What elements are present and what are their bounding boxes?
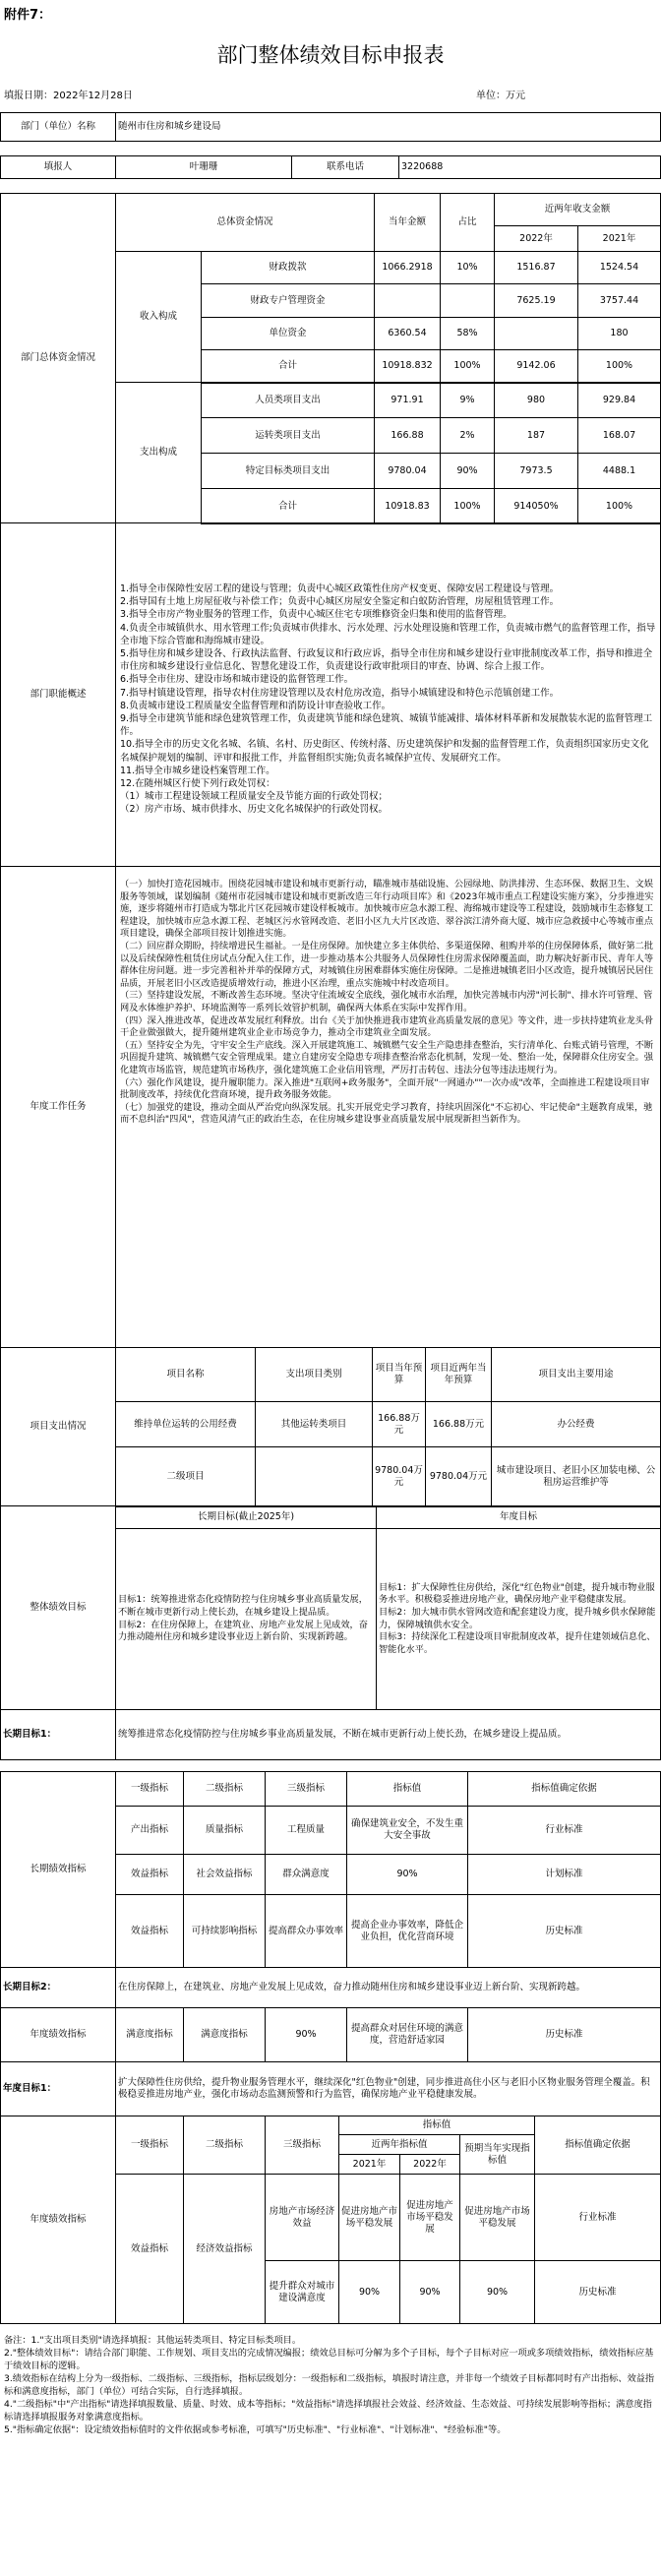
y-head-2022: 2022年 <box>399 2154 460 2175</box>
y-row-plan: 促进房地产市场平稳发展 <box>459 2174 535 2261</box>
income-row-2022: 1516.87 <box>494 251 578 284</box>
proj-row-type <box>255 1446 373 1507</box>
y-head-recent: 近两年指标值 <box>338 2134 460 2155</box>
income-row-amount: 10918.832 <box>374 349 441 383</box>
expense-row-2021: 4488.1 <box>577 453 661 489</box>
lt-row-l2: 社会效益指标 <box>183 1854 266 1895</box>
long-text: 目标1：统筹推进常态化疫情防控与住房城乡事业高质量发展，不断在城市更新行动上使长劲，在城乡建设上提品质。 目标2：在住房保障上，在建筑业、房地产业发展上见成效，奋力推动随州住房和城乡建设事业迈上新台阶、实现新跨越。 <box>118 1594 368 1643</box>
goal1-label: 长期目标1： <box>0 1709 116 1760</box>
phone-label: 联系电话 <box>291 155 399 179</box>
a2-basis: 历史标准 <box>467 2007 661 2062</box>
income-row-name: 单位资金 <box>201 317 375 350</box>
income-row-amount <box>374 283 441 317</box>
goal2-label: 长期目标2： <box>0 1967 116 2008</box>
long-cell <box>115 1528 377 1710</box>
expense-row-ratio: 2% <box>440 417 495 454</box>
y-row-2021: 90% <box>338 2260 400 2324</box>
ygoal1-text: 扩大保障性住房供给，提升物业服务管理水平，继续深化"红色物业"创建，同步推进高住小区与老旧小区物业服务管理全覆盖。积极稳妥推进房地产业，强化市场动态监测预警和行为监管，确保房地产业平稳健康发展。 <box>115 2061 661 2116</box>
income-label: 收入构成 <box>115 251 202 383</box>
long-head: 长期目标(截止2025年) <box>115 1505 377 1529</box>
proj-head-type: 支出项目类别 <box>255 1347 373 1402</box>
y-row-2022: 90% <box>399 2260 460 2324</box>
expense-row-2021: 100% <box>577 488 661 524</box>
perf-label: 整体绩效目标 <box>0 1505 116 1710</box>
year-head: 年度目标 <box>376 1505 661 1529</box>
proj-row-total: 166.88万元 <box>425 1401 492 1447</box>
income-row-2022: 7625.19 <box>494 283 578 317</box>
col-total: 总体资金情况 <box>115 193 375 252</box>
tasks-label: 年度工作任务 <box>0 866 116 1348</box>
y-row-l3: 提升群众对城市建设满意度 <box>265 2260 339 2324</box>
lt-row-value: 提高企业办事效率，降低企业负担，优化营商环境 <box>346 1894 468 1968</box>
dept-name: 随州市住房和城乡建设局 <box>115 112 661 142</box>
y-head-basis: 指标值确定依据 <box>534 2116 661 2175</box>
y-head-plan: 预期当年实现指标值 <box>459 2134 535 2175</box>
annex-label: 附件7： <box>4 8 52 23</box>
goal1-text: 统筹推进常态化疫情防控与住房城乡事业高质量发展，不断在城市更新行动上使长劲，在城乡建设上提品质。 <box>115 1709 661 1760</box>
lt-row-basis: 行业标准 <box>467 1806 661 1855</box>
income-row-ratio: 58% <box>440 317 495 350</box>
expense-row-2021: 929.84 <box>577 382 661 418</box>
col-ratio: 占比 <box>440 193 495 252</box>
expense-row-2022: 914050% <box>494 488 578 524</box>
expense-row-amount: 166.88 <box>374 417 441 454</box>
y-head-l1: 一级指标 <box>115 2116 184 2175</box>
filler-name: 叶珊珊 <box>115 155 292 179</box>
proj-head-use: 项目支出主要用途 <box>491 1347 661 1402</box>
lt-row-l3: 群众满意度 <box>265 1854 347 1895</box>
expense-label: 支出构成 <box>115 382 202 523</box>
tasks-text: （一）加快打造花园城市。围绕花园城市建设和城市更新行动，瞄准城市基础设施、公园绿地、防洪排涝、生态环保、数据卫生、文娱服务等领域，谋划编制《随州市花园城市建设和城市更新改造三年行动项目库》和《2023年城市重点工程建设实施方案》，分步推进实施，逐步将随州市打造成为鄂北片区花园城市建设样板城市。加快城市应急水源工程、海绵城市建设等工程建设，鼓励城市生态修复工程建设，加快城市应急水源工程、老城区污水管网改造、老旧小区九大片区改造、翠谷滨江清外商大厦、城市应急救援中心等城市重点项目建设，确保全部项目按计划推进实施。 （二）回应群众期盼，持续增进民生福祉。一是住房保障。加快建立多主体供给、多渠道保障、租购并举的住房保障体系，做好第二批以及后续保障性租赁住房试点分配入住工作，进一步推动基本公共服务人员保障性住房需求保障覆盖面，助力解决好新市民、青年人等群体住房问题。进一步完善租补并举的保障方式，对城镇住房困难群体实施住房保障。二是推进城镇老旧小区改造，提升城镇居民居住品质，开展老旧小区改造提质增效行动，推进小区治理，重点实施城中村改造项目。 （三）坚持建设发展，不断改善生态环境。坚决守住流域安全底线，强化城市水治理，加快完善城市内涝"河长制"、排水许可管理、管网及水体维护养护、环境监测等一系列长效管护机制，确保两大体系在实际中发挥作用。 （四）深入推进改革，促进改革发展红利释放。出台《关于加快推进我市建筑业高质量发展的意见》等文件，进一步扶持建筑业龙头骨干企业做强做大，提升随州建筑业企业市场竞争力，推动全市建筑业全面发展。 （五）坚持安全为先，守牢安全生产底线。深入开展建筑施工、城镇燃气安全生产隐患排查整治，实行清单化、台账式销号管理，不断巩固提升建筑、城镇燃气安全管理成果。建立自建房安全隐患专项排查整治常态化机制，发现一处、整治一处，保障群众住房安全。强化建筑市场监管，规范建筑市场秩序，强化建筑施工企业信用管理，严厉打击转包、违法分包等违法违规行为。 （六）强化作风建设，提升履职能力。深入推进"互联网+政务服务"，全面开展"一网通办""一次办成"改革，全面推进工程建设项目审批制度改革，持续优化营商环境，提升政务服务效能。 （七）加强党的建设，推动全面从严治党向纵深发展。扎实开展党史学习教育，持续巩固深化"不忘初心、牢记使命"主题教育成果，驰而不息纠治"四风"，营造风清气正的政治生态，在住房城乡建设事业高质量发展中展现新担当新作为。 <box>120 879 654 1126</box>
lt-row-value: 确保建筑业安全，不发生重大安全事故 <box>346 1806 468 1855</box>
income-row-amount: 1066.2918 <box>374 251 441 284</box>
expense-row-amount: 9780.04 <box>374 453 441 489</box>
expense-row-name: 特定目标类项目支出 <box>201 453 375 489</box>
a2-v: 90% <box>265 2007 347 2062</box>
proj-row-use: 办公经费 <box>491 1401 661 1447</box>
expense-row-2022: 980 <box>494 382 578 418</box>
fill-date: 填报日期：2022年12月28日 <box>4 91 133 101</box>
filler-label: 填报人 <box>0 155 116 179</box>
overview-label: 部门总体资金情况 <box>0 193 116 523</box>
y-head-l2: 二级指标 <box>183 2116 266 2175</box>
expense-row-ratio: 9% <box>440 382 495 418</box>
expense-row-amount: 971.91 <box>374 382 441 418</box>
y-l2: 经济效益指标 <box>183 2174 266 2324</box>
y-row-basis: 历史标准 <box>534 2260 661 2324</box>
proj-label: 项目支出情况 <box>0 1347 116 1506</box>
functions-cell <box>115 522 661 867</box>
proj-row-use: 城市建设项目、老旧小区加装电梯、公租房运营维护等 <box>491 1446 661 1507</box>
proj-row-name: 维持单位运转的公用经费 <box>115 1401 256 1447</box>
y-row-l3: 房地产市场经济效益 <box>265 2174 339 2261</box>
lt-row-basis: 计划标准 <box>467 1854 661 1895</box>
y-row-2021: 促进房地产市场平稳发展 <box>338 2174 400 2261</box>
lt-row-basis: 历史标准 <box>467 1894 661 1968</box>
a2-l1: 满意度指标 <box>115 2007 184 2062</box>
a2-l2: 满意度指标 <box>183 2007 266 2062</box>
goal2-text: 在住房保障上，在建筑业、房地产业发展上见成效，奋力推动随州住房和城乡建设事业迈上新台阶、实现新跨越。 <box>115 1967 661 2008</box>
lt-row-l3: 提高群众办事效率 <box>265 1894 347 1968</box>
income-row-name: 财政专户管理资金 <box>201 283 375 317</box>
income-row-amount: 6360.54 <box>374 317 441 350</box>
income-row-ratio: 10% <box>440 251 495 284</box>
ind-head-l1: 一级指标 <box>115 1771 184 1807</box>
income-row-2021: 100% <box>577 349 661 383</box>
expense-row-2021: 168.07 <box>577 417 661 454</box>
yind-label: 年度绩效指标 <box>0 2116 116 2324</box>
y-head-2021: 2021年 <box>338 2154 400 2175</box>
income-row-2021: 3757.44 <box>577 283 661 317</box>
expense-row-ratio: 100% <box>440 488 495 524</box>
year-cell <box>376 1528 661 1710</box>
income-row-2022: 9142.06 <box>494 349 578 383</box>
income-row-ratio <box>440 283 495 317</box>
proj-head-name: 项目名称 <box>115 1347 256 1402</box>
expense-row-name: 人员类项目支出 <box>201 382 375 418</box>
y-row-basis: 行业标准 <box>534 2174 661 2261</box>
income-row-name: 财政拨款 <box>201 251 375 284</box>
unit-label: 单位：万元 <box>476 91 525 101</box>
ind-head-l3: 三级指标 <box>265 1771 347 1807</box>
proj-head-amount: 项目当年预算 <box>372 1347 426 1402</box>
expense-row-name: 合计 <box>201 488 375 524</box>
lt-row-l1: 产出指标 <box>115 1806 184 1855</box>
page-title: 部门整体绩效目标申报表 <box>216 43 445 67</box>
col-amount: 当年金额 <box>374 193 441 252</box>
y-row-2022: 促进房地产市场平稳发展 <box>399 2174 460 2261</box>
ind-head-l2: 二级指标 <box>183 1771 266 1807</box>
expense-row-amount: 10918.83 <box>374 488 441 524</box>
expense-row-ratio: 90% <box>440 453 495 489</box>
year-text: 目标1：扩大保障性住房供给，深化"红色物业"创建，提升城市物业服务水平。积极稳妥推进房地产业，确保房地产业平稳健康发展。 目标2：加大城市供水管网改造和配套建设力度，提升城乡供水保障能力，保障城镇供水安全。 目标3：持续深化工程建设项目审批制度改革，提升住建领域信息化、智能化水平。 <box>379 1581 656 1655</box>
y-head-l3: 三级指标 <box>265 2116 339 2175</box>
dept-label: 部门（单位）名称 <box>0 112 116 142</box>
expense-row-2022: 187 <box>494 417 578 454</box>
proj-row-type: 其他运转类项目 <box>255 1401 373 1447</box>
income-row-2021: 180 <box>577 317 661 350</box>
lt-row-l2: 可持续影响指标 <box>183 1894 266 1968</box>
year-2021-head: 2021年 <box>577 225 661 252</box>
expense-row-2022: 7973.5 <box>494 453 578 489</box>
proj-head-total: 项目近两年当年预算 <box>425 1347 492 1402</box>
proj-row-name: 二级项目 <box>115 1446 256 1507</box>
y-l1: 效益指标 <box>115 2174 184 2324</box>
lt-row-l1: 效益指标 <box>115 1854 184 1895</box>
annual-ind-label: 年度绩效指标 <box>0 2007 116 2062</box>
income-row-name: 合计 <box>201 349 375 383</box>
proj-row-amount: 9780.04万元 <box>372 1446 426 1507</box>
proj-row-amount: 166.88万元 <box>372 1401 426 1447</box>
functions-text: 1.指导全市保障性安居工程的建设与管理；负责中心城区政策性住房产权变更、保障安居工程建设与管理。 2.指导国有土地上房屋征收与补偿工作；负责中心城区房屋安全鉴定和白蚁防治管理，房屋租赁管理工作。 3.指导全市房产物业服务的管理工作，负责中心城区住宅专项维修资金归集和使用的监督管理。 4.负责全市城镇供水、用水管理工作;负责城市供排水、污水处理、污水处理设施和管理工作，负责城市燃气的监督管理工作，指导全市地下综合管廊和海绵城市建设。 5.指导住房和城乡建设各、行政执法监督、行政复议和行政应诉，指导全市住房和城乡建设行业审批制度改革工作，指导和推进全市住房和城乡建设行业信息化、智慧化建设工作，负责建设行政审批项目的审查、协调、综合上报工作。 6.指导全市住房、建设市场和城市建设的监督管理工作。 7.指导村镇建设管理，指导农村住房建设管理以及农村危房改造，指导小城镇建设和特色示范镇创建工作。 8.负责城市建设工程质量安全监督管理和消防设计审查验收工作。 9.指导全市建筑节能和绿色建筑管理工作，负责建筑节能和绿色建筑、城镇节能减排、墙体材料革新和发展散装水泥的监督管理工作。 10.指导全市的历史文化名城、名镇、名村、历史街区、传统村落、历史建筑保护和发掘的监督管理工作，负责组织国家历史文化名城保护规划的编制、评审和报批工作，并监督组织实施;负责名城保护宣传、发展研究工作。 11.指导全市城乡建设档案管理工作。 12.在随州城区行使下列行政处罚权： （1）城市工程建设领域工程质量安全及节能方面的行政处罚权； （2）房产市场、城市供排水、历史文化名城保护的行政处罚权。 <box>120 583 656 816</box>
income-row-2022 <box>494 317 578 350</box>
proj-row-total: 9780.04万元 <box>425 1446 492 1507</box>
year-2022-head: 2022年 <box>494 225 578 252</box>
col-recent: 近两年收支金额 <box>494 193 661 226</box>
a2-v2: 提高群众对居住环境的满意度，营造舒适家园 <box>346 2007 468 2062</box>
lt-row-l3: 工程质量 <box>265 1806 347 1855</box>
notes: 备注：1."支出项目类别"请选择填报：其他运转类项目、特定目标类项目。 2."整体绩效目标"：请结合部门职能、工作规划、项目支出的完成情况编报；绩效总目标可分解为多个子目标，每个子目标对应一项或多项绩效指标，绩效指标应基于绩效目标的逻辑。 3.绩效指标在结构上分为一级指标、二级指标、三级指标，指标层级划分：一级指标和二级指标，填报时请注意，并非每一个绩效子目标都同时有产出指标、效益指标和满意度指标，部门（单位）可结合实际，自行选择填报。 4."二级指标"中"产出指标"请选择填报数量、质量、时效、成本等指标；"效益指标"请选择填报社会效益、经济效益、生态效益、可持续发展影响等指标；满意度指标请选择填报服务对象满意度指标。 5."指标确定依据"：设定绩效指标值时的文件依据或参考标准，可填写"历史标准"、"行业标准"、"计划标准"、"经验标准"等。 <box>4 2335 655 2435</box>
lt-row-value: 90% <box>346 1854 468 1895</box>
phone-value: 3220688 <box>398 155 661 179</box>
functions-label: 部门职能概述 <box>0 522 116 867</box>
lt-row-l2: 质量指标 <box>183 1806 266 1855</box>
y-row-plan: 90% <box>459 2260 535 2324</box>
expense-row-name: 运转类项目支出 <box>201 417 375 454</box>
ygoal1-label: 年度目标1： <box>0 2061 116 2116</box>
ind-head-v: 指标值 <box>346 1771 468 1807</box>
ind-head-basis: 指标值确定依据 <box>467 1771 661 1807</box>
lt-indicators-label: 长期绩效指标 <box>0 1771 116 1968</box>
income-row-2021: 1524.54 <box>577 251 661 284</box>
y-head-v: 指标值 <box>338 2116 535 2135</box>
lt-row-l1: 效益指标 <box>115 1894 184 1968</box>
income-row-ratio: 100% <box>440 349 495 383</box>
tasks-cell <box>115 866 661 1348</box>
